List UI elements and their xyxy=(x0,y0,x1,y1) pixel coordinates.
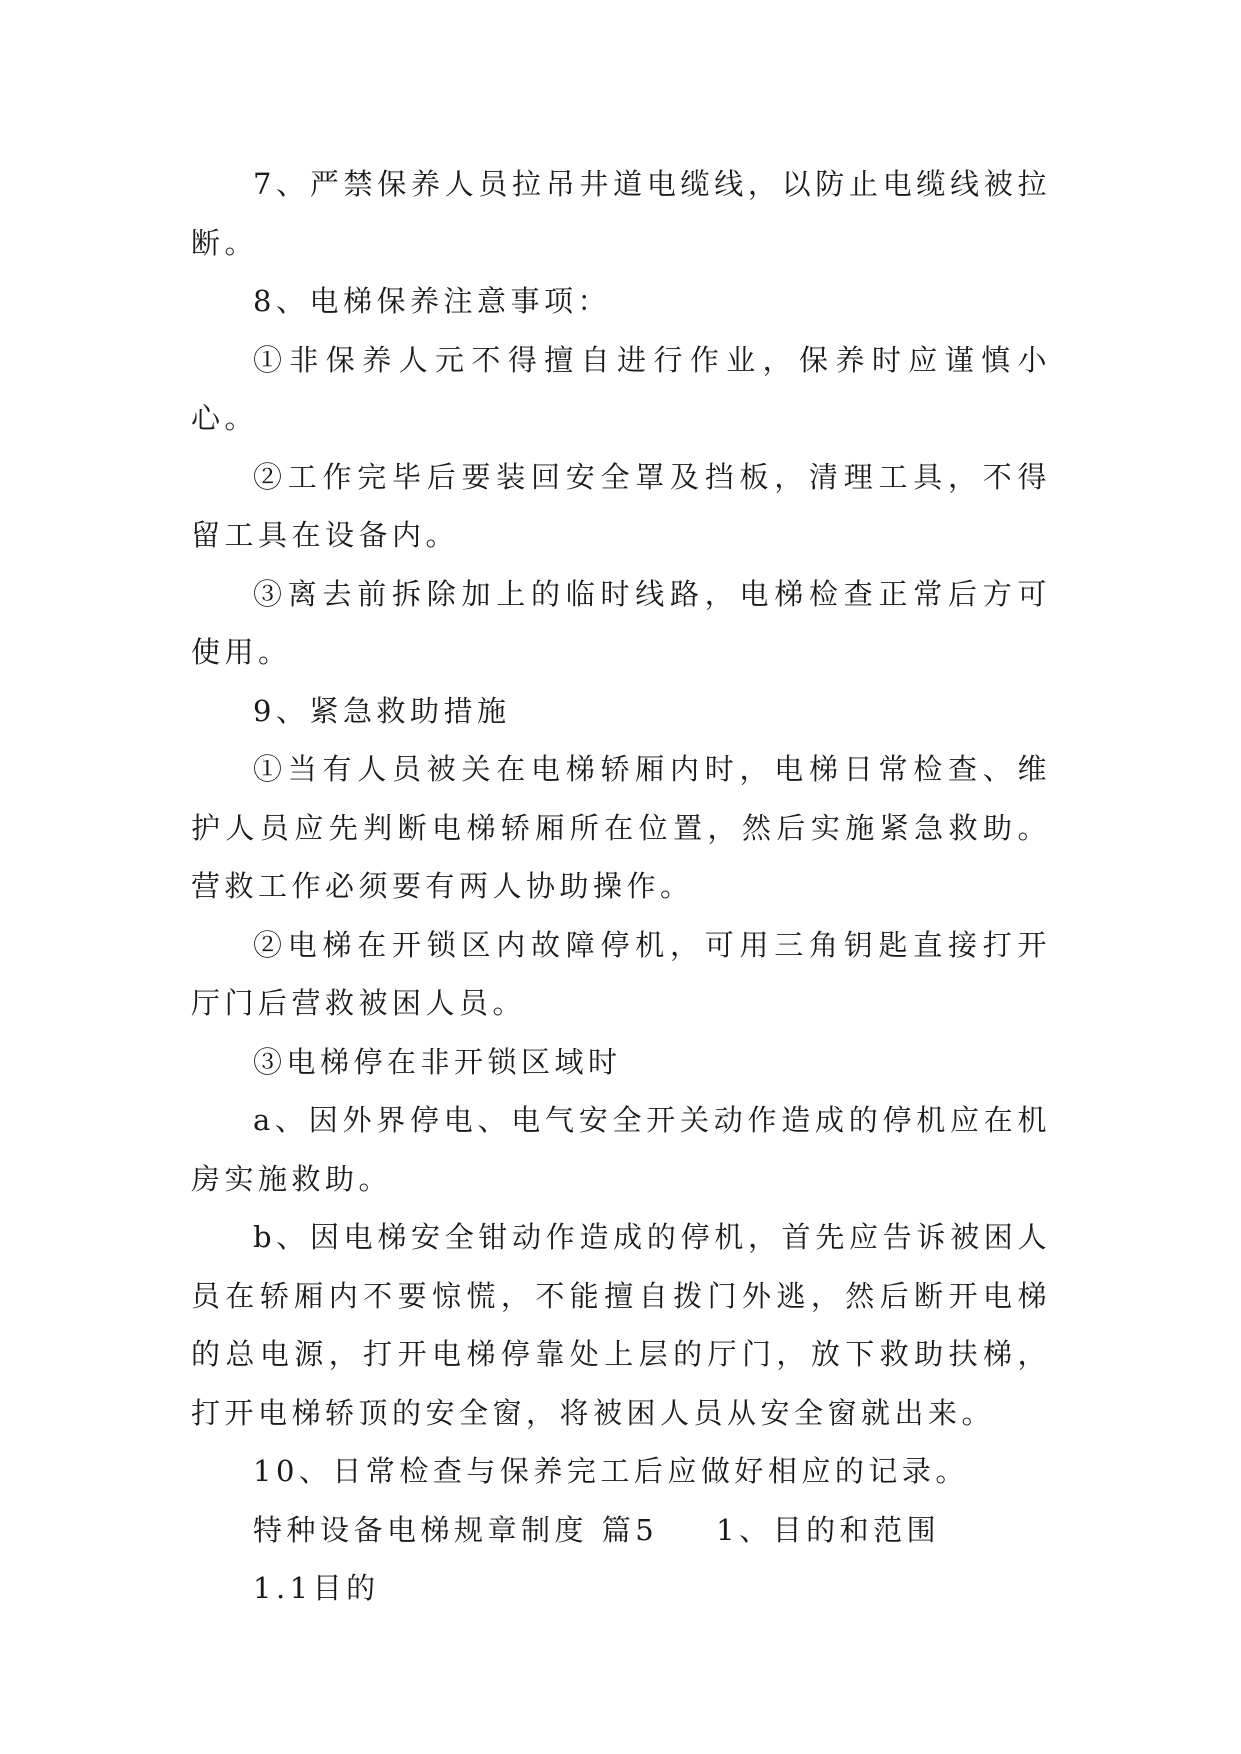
paragraph-note-3: ③离去前拆除加上的临时线路，电梯检查正常后方可使用。 xyxy=(191,576,1051,669)
paragraph-item-7: 7、严禁保养人员拉吊井道电缆线，以防止电缆线被拉断。 xyxy=(191,167,1051,260)
paragraph-rescue-a: a、因外界停电、电气安全开关动作造成的停机应在机房实施救助。 xyxy=(191,1103,1051,1196)
section-subtitle: 1、目的和范围 xyxy=(716,1512,941,1547)
document-body xyxy=(191,155,1051,1618)
paragraph-rescue-b: b、因电梯安全钳动作造成的停机，首先应告诉被困人员在轿厢内不要惊慌，不能擅自拨门外逃，然后断开电梯的总电源，打开电梯停靠处上层的厅门，放下救助扶梯，打开电梯轿顶的安全窗，将被困人员从安全窗就出来。 xyxy=(191,1220,1051,1430)
section-heading xyxy=(191,1501,1051,1560)
paragraph-rescue-3: ③电梯停在非开锁区域时 xyxy=(253,1044,622,1079)
paragraph-rescue-2: ②电梯在开锁区内故障停机，可用三角钥匙直接打开厅门后营救被困人员。 xyxy=(191,927,1051,1020)
paragraph-note-2: ②工作完毕后要装回安全罩及挡板，清理工具，不得留工具在设备内。 xyxy=(191,459,1051,552)
paragraph-item-8: 8、电梯保养注意事项： xyxy=(253,284,611,318)
section-title: 特种设备电梯规章制度 篇5 xyxy=(253,1512,659,1547)
paragraph-item-10: 10、日常检查与保养完工后应做好相应的记录。 xyxy=(253,1454,969,1488)
subsection-heading: 1.1目的 xyxy=(253,1571,380,1605)
paragraph-note-1: ①非保养人元不得擅自进行作业，保养时应谨慎小心。 xyxy=(191,342,1051,435)
paragraph-item-9: 9、紧急救助措施 xyxy=(253,693,511,728)
paragraph-rescue-1: ①当有人员被关在电梯轿厢内时，电梯日常检查、维护人员应先判断电梯轿厢所在位置，然后实施紧急救助。营救工作必须要有两人协助操作。 xyxy=(191,752,1051,903)
